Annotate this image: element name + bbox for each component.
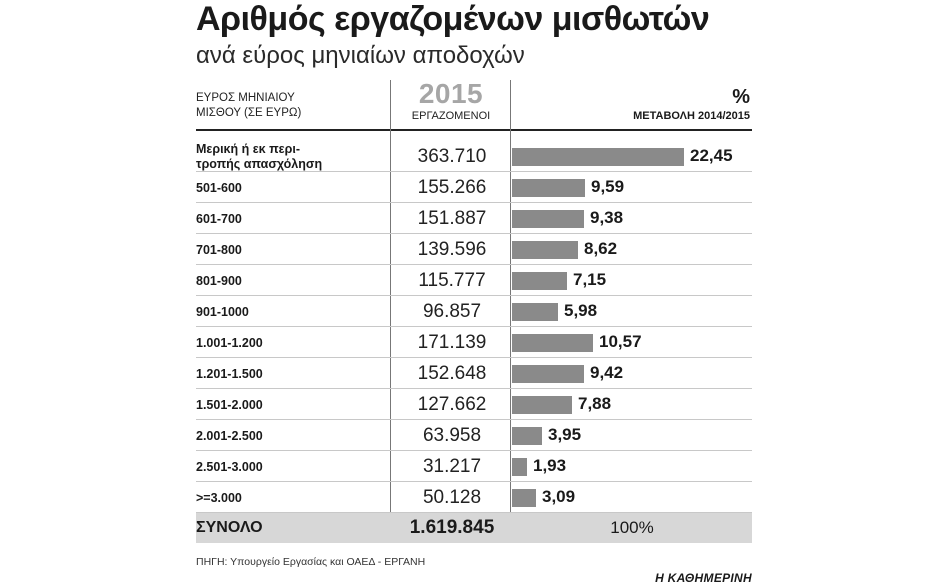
- workers-value: 151.887: [417, 207, 487, 229]
- category-label: 2.501-3.000: [196, 459, 263, 474]
- category-label: 1.001-1.200: [196, 335, 263, 350]
- table-row: [196, 358, 752, 389]
- workers-value: 50.128: [422, 486, 482, 508]
- range-header-line-2: ΜΙΣΘΟΥ (ΣΕ ΕΥΡΩ): [196, 107, 302, 119]
- total-label: ΣΥΝΟΛΟ: [196, 519, 263, 536]
- change-bar: [512, 489, 536, 507]
- year-header: 2015: [418, 78, 484, 109]
- change-label: 8,62: [584, 239, 618, 258]
- percent-symbol: %: [732, 86, 750, 108]
- change-bar: [512, 427, 542, 445]
- category-label: 1.501-2.000: [196, 397, 263, 412]
- total-percent: 100%: [610, 518, 654, 537]
- table-row: [196, 265, 752, 296]
- category-label: 701-800: [196, 242, 242, 257]
- change-bar: [512, 241, 578, 259]
- change-bar: [512, 179, 585, 197]
- change-bar: [512, 272, 567, 290]
- workers-value: 171.139: [417, 331, 487, 353]
- table-row: [196, 451, 752, 482]
- range-header-line-1: ΕΥΡΟΣ ΜΗΝΙΑΙΟΥ: [196, 92, 295, 104]
- change-bar: [512, 458, 527, 476]
- change-label: 10,57: [599, 332, 642, 351]
- workers-value: 96.857: [422, 300, 482, 322]
- change-label: 5,98: [564, 301, 598, 320]
- table-row: [196, 420, 752, 451]
- range-column-header: [196, 91, 301, 121]
- workers-value: 155.266: [417, 176, 487, 198]
- category-label: 801-900: [196, 273, 242, 288]
- workers-value: 127.662: [417, 393, 487, 415]
- change-label: 9,59: [591, 177, 625, 196]
- category-label: 901-1000: [196, 304, 249, 319]
- workers-value: 139.596: [417, 238, 487, 260]
- table-row: [196, 234, 752, 265]
- total-row: [196, 513, 752, 543]
- category-label: 601-700: [196, 211, 242, 226]
- change-bar: [512, 210, 584, 228]
- table-row: [196, 482, 752, 513]
- table-row: [196, 296, 752, 327]
- change-label: 1,93: [533, 456, 567, 475]
- change-bar: [512, 303, 558, 321]
- change-label: 3,95: [548, 425, 582, 444]
- workers-value: 63.958: [422, 424, 482, 446]
- category-label: 501-600: [196, 180, 242, 195]
- publisher-logo: Η ΚΑΘΗΜΕΡΙΝΗ: [655, 571, 752, 585]
- change-label: 7,88: [578, 394, 612, 413]
- workers-value: 363.710: [417, 145, 487, 167]
- category-label: >=3.000: [196, 490, 242, 505]
- table-row: [196, 327, 752, 358]
- workers-column-header: ΕΡΓΑΖΟΜΕΝΟΙ: [411, 110, 491, 122]
- table-row: [196, 389, 752, 420]
- table-row: [196, 172, 752, 203]
- total-workers: 1.619.845: [409, 517, 495, 538]
- change-label: 9,42: [590, 363, 624, 382]
- change-label: 3,09: [542, 487, 576, 506]
- source-note: ΠΗΓΗ: Υπουργείο Εργασίας και ΟΑΕΔ - ΕΡΓΑΝΗ: [196, 556, 426, 568]
- workers-value: 152.648: [417, 362, 487, 384]
- change-bar: [512, 334, 593, 352]
- category-label: Μερική ή εκ περι- τροπής απασχόληση: [196, 142, 323, 171]
- change-label: 22,45: [690, 146, 733, 165]
- chart-subtitle: ανά εύρος μηνιαίων αποδοχών: [196, 42, 525, 69]
- header-rule: [196, 129, 752, 131]
- change-label: 9,38: [590, 208, 624, 227]
- category-label: 2.001-2.500: [196, 428, 263, 443]
- category-label: 1.201-1.500: [196, 366, 263, 381]
- change-label: 7,15: [573, 270, 607, 289]
- workers-value: 31.217: [422, 455, 482, 477]
- change-bar: [512, 396, 572, 414]
- table-row: [196, 141, 752, 172]
- chart-title: Αριθμός εργαζομένων μισθωτών: [196, 0, 710, 38]
- workers-value: 115.777: [418, 269, 486, 291]
- change-bar: [512, 148, 684, 166]
- change-bar: [512, 365, 584, 383]
- change-column-header: ΜΕΤΑΒΟΛΗ 2014/2015: [633, 110, 750, 122]
- table-row: [196, 203, 752, 234]
